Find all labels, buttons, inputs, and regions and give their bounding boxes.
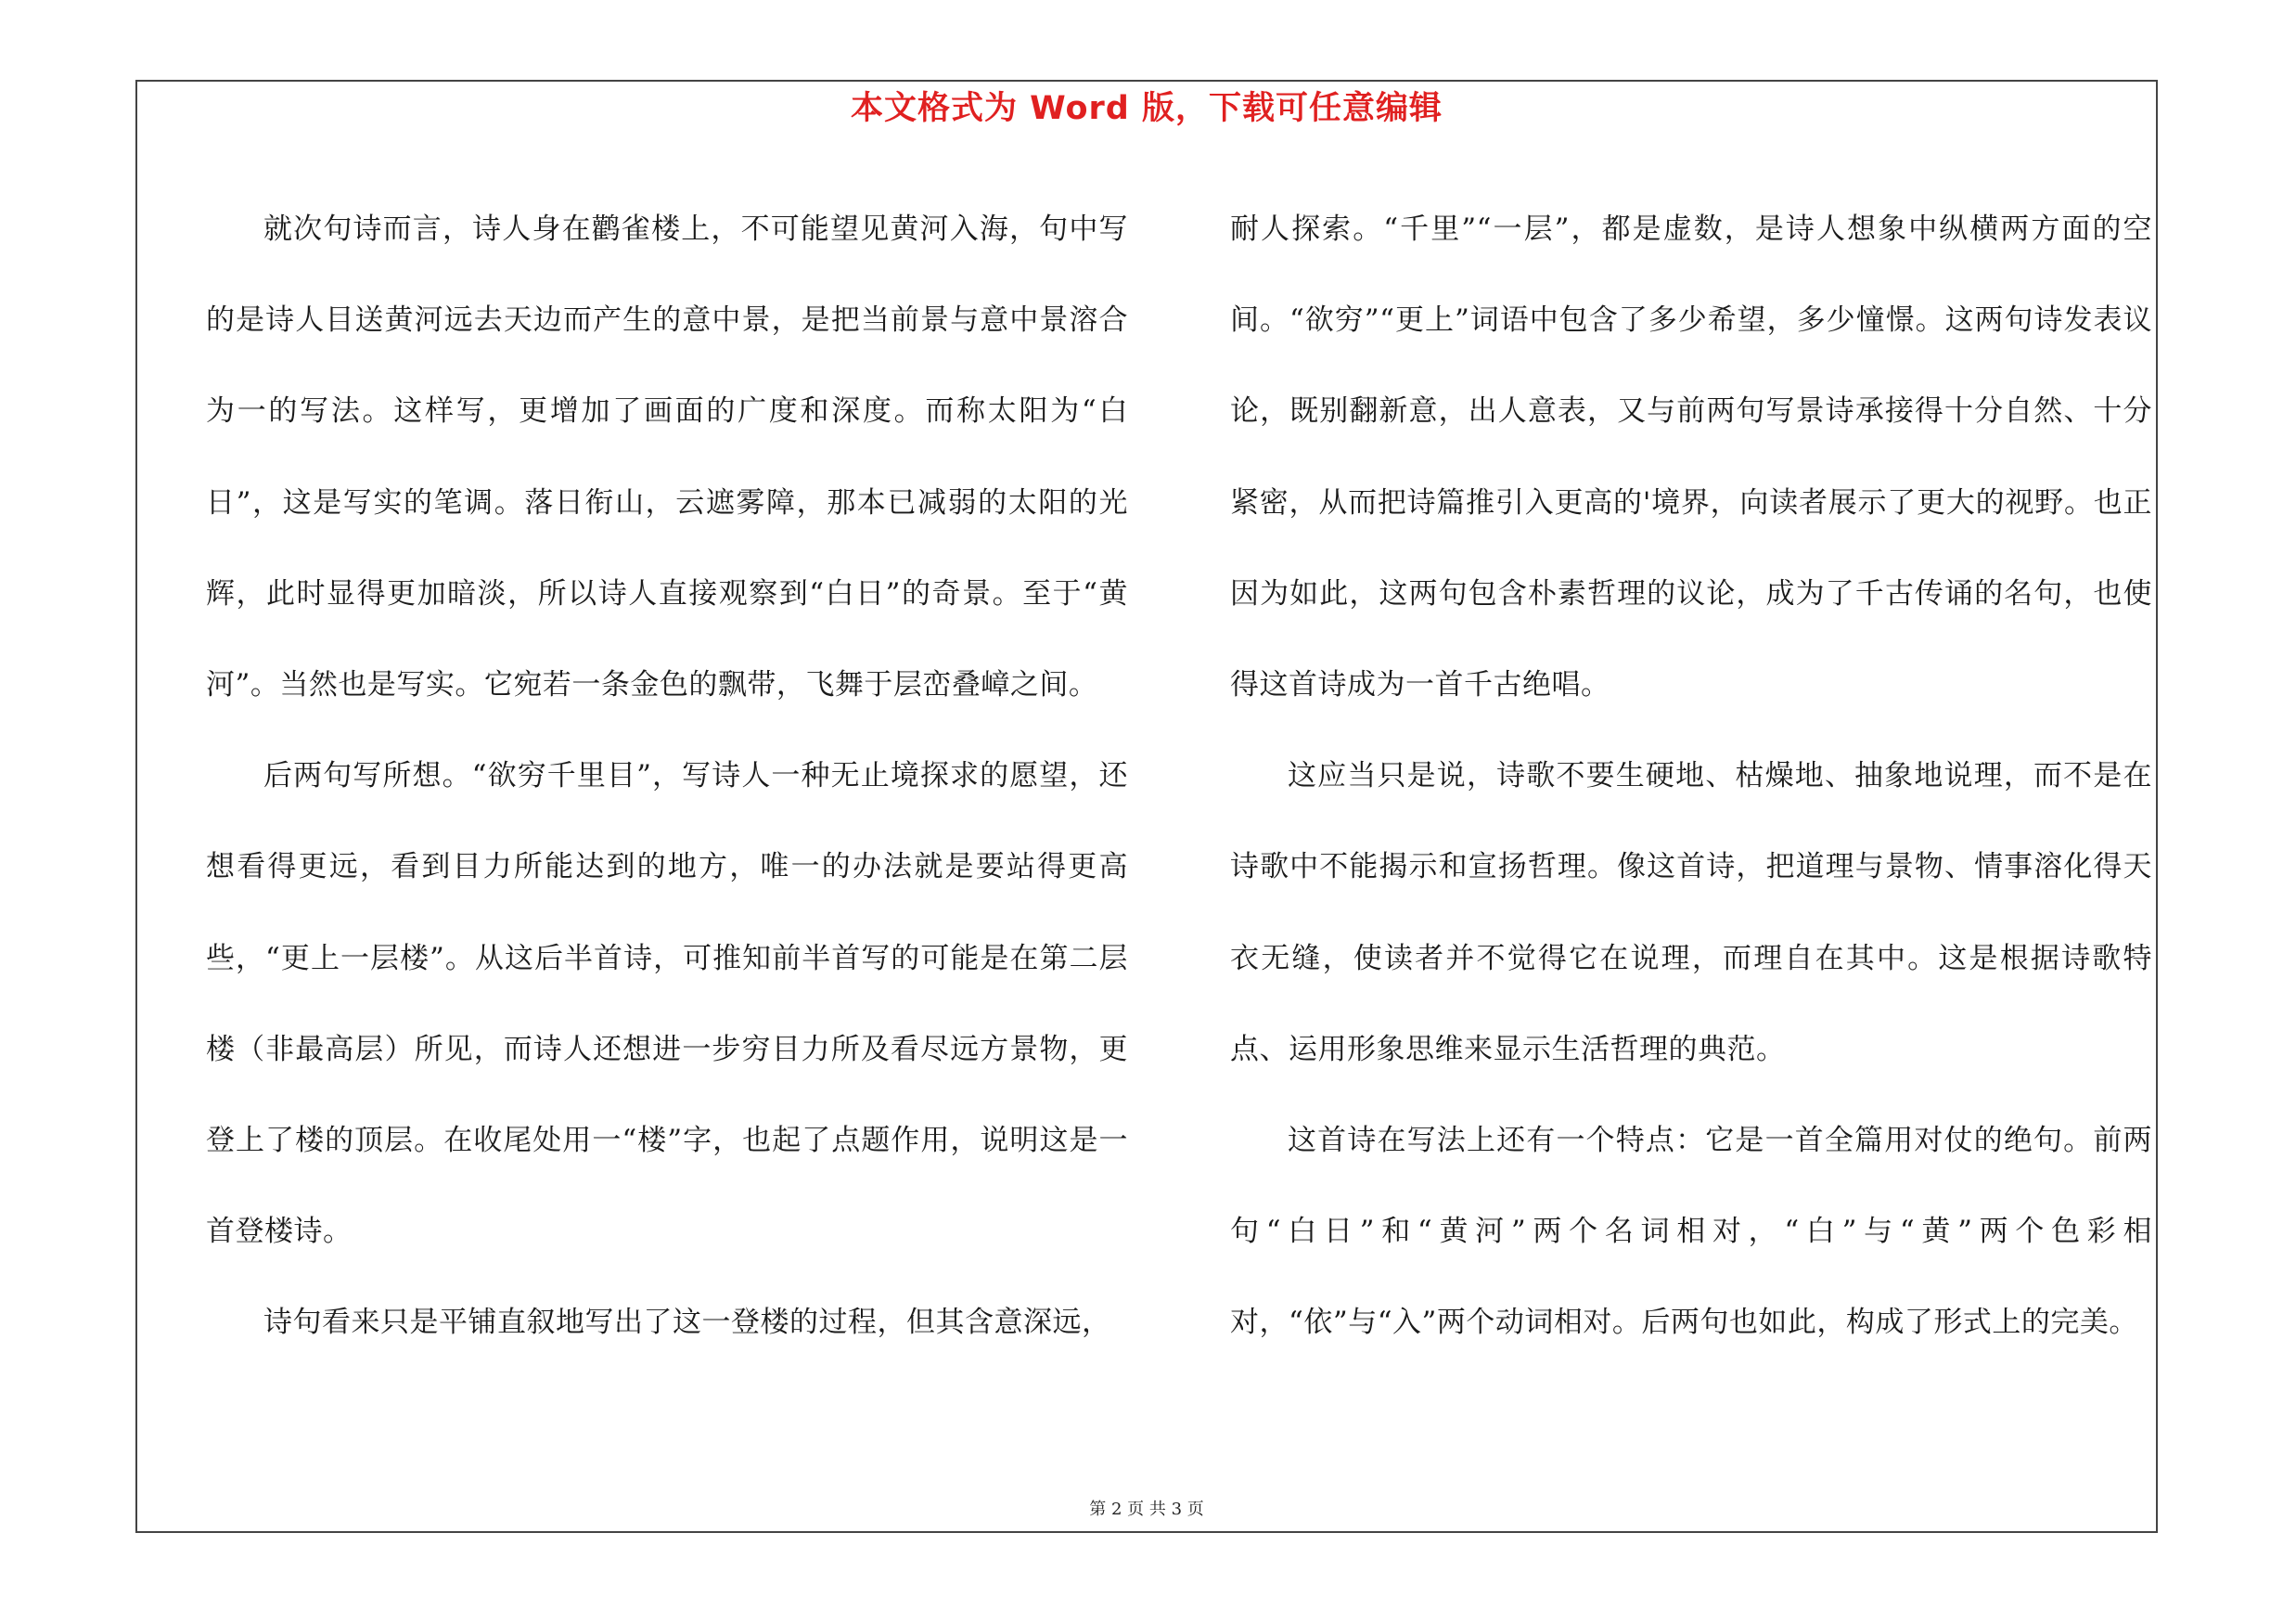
left-column xyxy=(206,184,1128,1369)
format-banner: 本文格式为 Word 版，下载可任意编辑 xyxy=(850,90,1443,127)
paragraph-continued: 耐人探索。“千里”“一层”，都是虚数，是诗人想象中纵横两方面的空间。“欲穷”“更上”词语中包含了多少希望，多少憧憬。这两句诗发表议论，既别翻新意，出人意表，又与前两句写景诗承接得十分自然、十分紧密，从而把诗篇推引入更高的'境界，向读者展示了更大的视野。也正因为如此，这两句包含朴素哲理的议论，成为了千古传诵的名句，也使得这首诗成为一首千古绝唱。 xyxy=(1230,213,2152,702)
page-number: 第 2 页 共 3 页 xyxy=(1089,1500,1204,1519)
paragraph: 就次句诗而言，诗人身在鹳雀楼上，不可能望见黄河入海，句中写的是诗人目送黄河远去天边而产生的意中景，是把当前景与意中景溶合为一的写法。这样写，更增加了画面的广度和深度。而称太阳为“白日”，这是写实的笔调。落日衔山，云遮雾障，那本已减弱的太阳的光辉，此时显得更加暗淡，所以诗人直接观察到“白日”的奇景。至于“黄河”。当然也是写实。它宛若一条金色的飘带，飞舞于层峦叠嶂之间。 xyxy=(206,213,1128,702)
paragraph: 诗句看来只是平铺直叙地写出了这一登楼的过程，但其含意深远， xyxy=(263,1306,1111,1340)
right-column xyxy=(1230,184,2152,1369)
paragraph: 后两句写所想。“欲穷千里目”，写诗人一种无止境探求的愿望，还想看得更远，看到目力所能达到的地方，唯一的办法就是要站得更高些，“更上一层楼”。从这后半首诗，可推知前半首写的可能是在第二层楼（非最高层）所见，而诗人还想进一步穷目力所及看尽远方景物，更登上了楼的顶层。在收尾处用一“楼”字，也起了点题作用，说明这是一首登楼诗。 xyxy=(206,759,1128,1249)
paragraph: 这应当只是说，诗歌不要生硬地、枯燥地、抽象地说理，而不是在诗歌中不能揭示和宣扬哲理。像这首诗，把道理与景物、情事溶化得天衣无缝，使读者并不觉得它在说理，而理自在其中。这是根据诗歌特点、运用形象思维来显示生活哲理的典范。 xyxy=(1230,759,2152,1066)
paragraph: 这首诗在写法上还有一个特点：它是一首全篇用对仗的绝句。前两句“白日”和“黄河”两个名词相对，“白”与“黄”两个色彩相对，“依”与“入”两个动词相对。后两句也如此，构成了形式上的完美。 xyxy=(1230,1124,2152,1340)
